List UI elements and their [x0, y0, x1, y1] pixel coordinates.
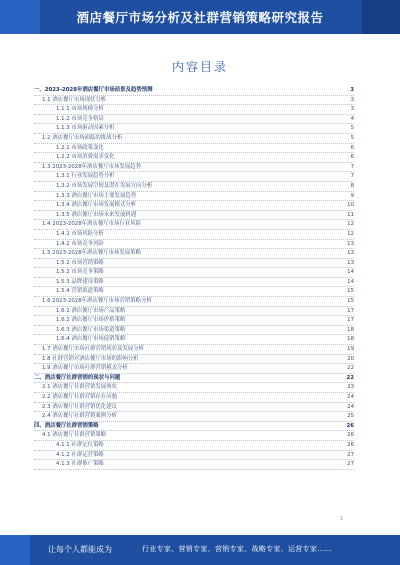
toc-entry-text: 1.6 2023-2028年酒店餐厅市场营销策略分析 — [42, 298, 152, 305]
toc-entry[interactable] — [34, 403, 354, 413]
toc-entry[interactable] — [34, 211, 354, 221]
page-number: 1 — [340, 516, 344, 522]
toc-entry-page: 13 — [347, 250, 354, 257]
toc-entry-page: 26 — [347, 441, 354, 448]
toc-entry-page: 11 — [347, 211, 354, 218]
toc-entry[interactable] — [34, 259, 354, 269]
toc-entry[interactable] — [34, 297, 354, 307]
toc-entry-page: 10 — [347, 202, 354, 209]
toc-entry-page: 12 — [347, 230, 354, 237]
toc-entry[interactable] — [34, 335, 354, 345]
toc-entry-text: 1.1.3 市场驱动因素分析 — [56, 125, 115, 132]
toc-entry[interactable] — [34, 345, 354, 355]
toc-entry-text: 1.8 社群营销对酒店餐厅市场的影响分析 — [42, 355, 139, 362]
toc-entry-page: 26 — [347, 432, 354, 439]
toc-entry[interactable] — [34, 393, 354, 403]
toc-entry-page: 17 — [347, 307, 354, 314]
toc-entry-page: 14 — [347, 269, 354, 276]
toc-entry-text: 1.3.2 市场发展空间及潜在发展方向分析 — [56, 182, 153, 189]
toc-entry-text: 1.6.1 酒店餐厅市场产品策略 — [56, 307, 126, 314]
toc-entry[interactable] — [34, 105, 354, 115]
toc-entry[interactable] — [34, 86, 354, 96]
toc-entry-text: 1.3.5 酒店餐厅市场未来发展机遇 — [56, 211, 137, 218]
toc-entry-page: 7 — [350, 163, 354, 170]
toc-entry-page: 12 — [347, 221, 354, 228]
toc-entry-page: 15 — [347, 298, 354, 305]
toc-entry[interactable] — [34, 326, 354, 336]
toc-entry-text: 1.7 酒店餐厅市场社群营销现状及发展分析 — [42, 346, 144, 353]
toc-entry[interactable] — [34, 230, 354, 240]
toc-entry-page: 27 — [347, 461, 354, 468]
toc-entry-page: 22 — [346, 374, 354, 381]
footer-accent — [0, 535, 30, 565]
toc-entry-text: 4.1 酒店餐厅社群营销策略 — [42, 432, 107, 439]
toc-entry-text: 1.5 2023-2028年酒店餐厅市场发展策略 — [42, 250, 141, 257]
toc-entry-page: 4 — [350, 115, 354, 122]
toc-entry[interactable] — [34, 431, 354, 441]
toc-entry-page: 15 — [347, 288, 354, 295]
toc-entry[interactable] — [34, 96, 354, 106]
toc-entry[interactable] — [34, 355, 354, 365]
toc-entry[interactable] — [34, 364, 354, 374]
toc-entry[interactable] — [34, 268, 354, 278]
toc-entry-text: 4.1.1 社群定位策略 — [56, 441, 104, 448]
toc-entry-text: 1.5.4 营销渠道策略 — [56, 288, 104, 295]
toc-entry[interactable] — [34, 316, 354, 326]
toc-entry[interactable] — [34, 163, 354, 173]
toc-entry-page: 24 — [347, 394, 354, 400]
toc-entry[interactable] — [34, 144, 354, 154]
footer-tagline: 行业专家、营销专家、营销专家、战略专家、运营专家…… — [142, 545, 332, 553]
footer-bar — [0, 535, 400, 565]
toc-entry-text: 1.3.3 酒店餐厅市场主要发展趋势 — [56, 192, 137, 199]
toc-entry[interactable] — [34, 201, 354, 211]
toc-entry-text: 1.5.2 市场竞争策略 — [56, 269, 104, 276]
toc-entry-page: 19 — [347, 346, 354, 353]
toc-entry-text: 1.1 酒店餐厅市场现状分析 — [42, 96, 107, 103]
toc-entry[interactable] — [34, 451, 354, 461]
toc-entry-text: 1.5.3 品牌建设策略 — [56, 278, 104, 285]
toc-entry-page: 6 — [350, 144, 354, 151]
toc-entry-text: 1.4.1 市场风险分析 — [56, 230, 104, 237]
toc-entry[interactable] — [34, 153, 354, 163]
report-title: 酒店餐厅市场分析及社群营销策略研究报告 — [76, 10, 324, 25]
toc-entry-page: 22 — [347, 365, 354, 372]
toc-entry-text: 1.6.4 酒店餐厅市场促销策略 — [56, 336, 126, 343]
toc-entry-text: 4.1.3 社群推广策略 — [56, 461, 104, 468]
toc-entry-text: 2.1 酒店餐厅社群营销发展现状 — [42, 384, 117, 391]
toc-entry-text: 2.3 酒店餐厅社群营销优化建议 — [42, 403, 117, 410]
toc-entry[interactable] — [34, 182, 354, 192]
toc-entry[interactable] — [34, 278, 354, 288]
toc-entry-text: 1.2.2 市场消费需求变化 — [56, 154, 115, 161]
toc-entry-page: 14 — [347, 278, 354, 285]
toc-entry-text: 1.5.1 市场营销策略 — [56, 259, 104, 266]
toc-entry-text: 1.4.2 市场竞争风险 — [56, 240, 104, 247]
toc-entry-text: 4.1.2 社群运营策略 — [56, 451, 104, 458]
toc-entry[interactable] — [34, 287, 354, 297]
toc-entry-text: 2.4 酒店餐厅社群营销案例分析 — [42, 413, 117, 420]
toc-entry-page: 3 — [350, 106, 354, 113]
toc-entry-page: 8 — [350, 182, 354, 189]
toc-entry-text: 1.2 酒店餐厅市场面临的挑战分析 — [42, 134, 123, 141]
toc-entry[interactable] — [34, 124, 354, 134]
toc-entry-text: 1.3.1 行业发展趋势分析 — [56, 173, 115, 180]
toc-entry-page: 18 — [347, 326, 354, 333]
toc-entry-page: 26 — [346, 422, 354, 429]
toc-entry-page: 25 — [347, 413, 354, 420]
toc-entry-text: 1.1.2 市场竞争格局 — [56, 115, 104, 122]
toc-entry[interactable] — [34, 240, 354, 250]
toc-entry-text: 1.4 2023-2028年酒店餐厅市场行业风险 — [42, 221, 141, 228]
toc-entry-text: 1.6.3 酒店餐厅市场渠道策略 — [56, 326, 126, 333]
toc-entry-page: 24 — [347, 403, 354, 410]
toc-entry-page: 13 — [347, 259, 354, 266]
toc-entry-text: 四、酒店餐厅社群营销策略 — [34, 422, 99, 429]
toc-entry[interactable] — [34, 383, 354, 393]
toc-entry-page: 20 — [347, 355, 354, 362]
toc-heading: 内容目录 — [171, 60, 228, 74]
toc-entry-page: 6 — [350, 154, 354, 161]
toc-entry[interactable] — [34, 115, 354, 125]
toc-entry-page: 3 — [350, 96, 354, 103]
toc-entry-text: 二、酒店餐厅社群营销的现状与问题 — [34, 374, 121, 381]
toc-entry[interactable] — [34, 249, 354, 259]
footer-slogan: 让每个人都能成为 — [48, 545, 112, 554]
toc-entry[interactable] — [34, 307, 354, 317]
toc-entry-text: 1.3.4 酒店餐厅市场发展模式分析 — [56, 202, 137, 209]
toc-entry-text: 一、2023-2028年酒店餐厅市场前景及趋势预测 — [34, 87, 153, 93]
toc-entry[interactable] — [34, 192, 354, 202]
toc-entry[interactable] — [34, 374, 354, 384]
toc-entry-page: 3 — [350, 87, 354, 93]
toc-entry[interactable] — [34, 412, 354, 422]
toc-entry-text: 1.6.2 酒店餐厅市场价格策略 — [56, 317, 126, 324]
toc-entry-text: 1.2.1 市场政策变化 — [56, 144, 104, 151]
toc-entry[interactable] — [34, 172, 354, 182]
toc-entry-page: 17 — [347, 317, 354, 324]
toc-entry[interactable] — [34, 220, 354, 230]
toc-entry[interactable] — [34, 422, 354, 432]
header-bar — [0, 0, 400, 34]
toc-entry-text: 2.2 酒店餐厅社群营销存在问题 — [42, 394, 117, 400]
toc-entry-page: 9 — [350, 192, 354, 199]
toc-entry-page: 23 — [347, 384, 354, 391]
toc-entry-page: 5 — [350, 134, 354, 141]
toc-entry[interactable] — [34, 441, 354, 451]
toc-entry-text: 1.9 酒店餐厅市场社群营销模式分析 — [42, 365, 128, 372]
toc-entry[interactable] — [34, 460, 354, 470]
toc-entry-text: 1.1.1 市场规模分析 — [56, 106, 104, 113]
toc-entry-page: 13 — [347, 240, 354, 247]
toc-entry-page: 5 — [350, 125, 354, 132]
toc-entry-text: 1.3 2023-2028年酒店餐厅市场发展趋势 — [42, 163, 141, 170]
toc-entry-page: 18 — [347, 336, 354, 343]
table-of-contents — [34, 86, 354, 470]
toc-entry[interactable] — [34, 134, 354, 144]
toc-entry-page: 27 — [347, 451, 354, 458]
toc-entry-page: 7 — [350, 173, 354, 180]
